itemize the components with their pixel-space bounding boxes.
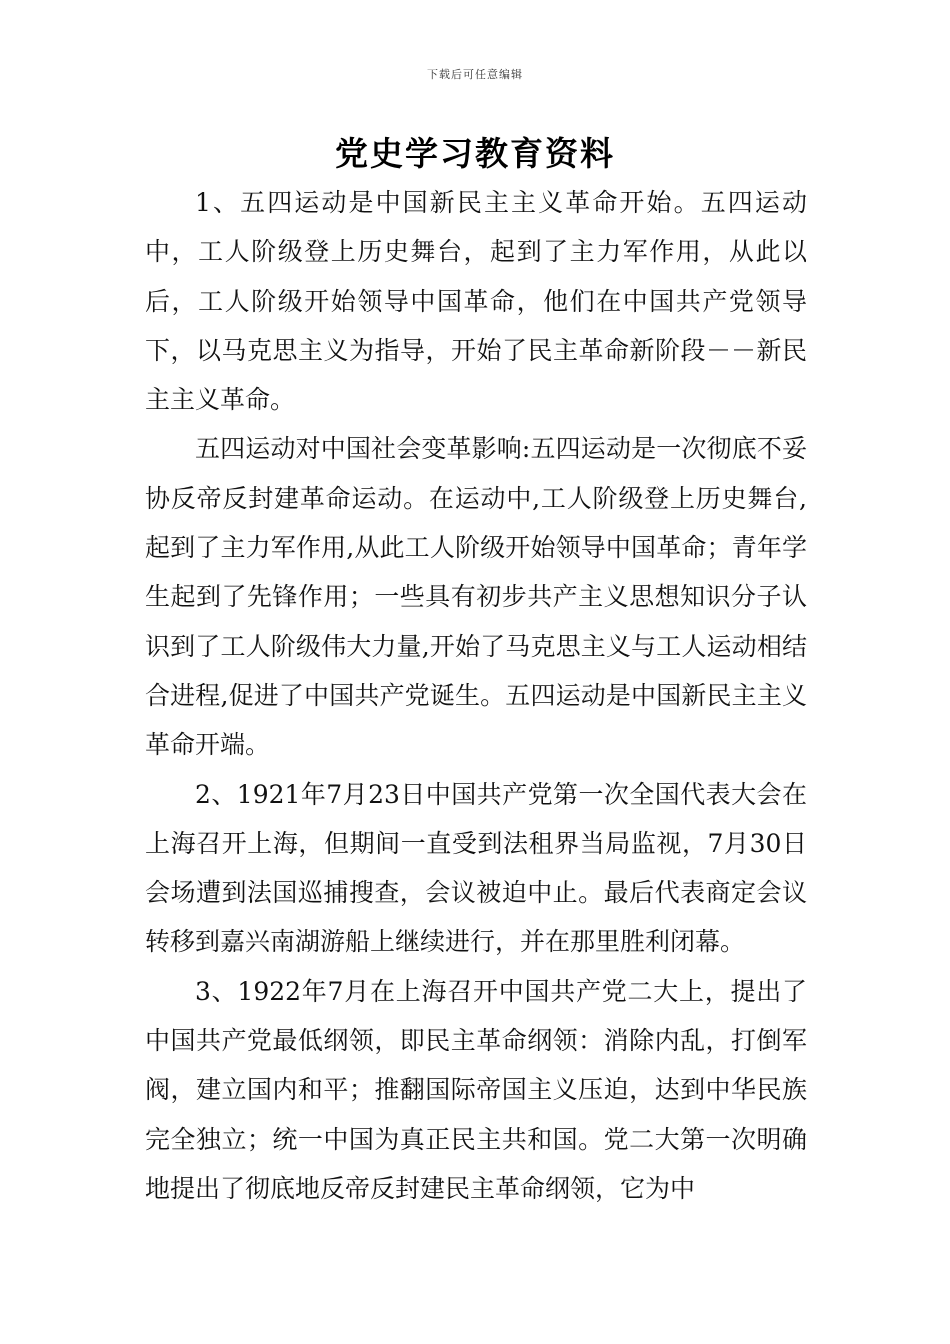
paragraph-first-congress: 2、1921年7月23日中国共产党第一次全国代表大会在上海召开上海，但期间一直受到法租界当局监视，7月30日会场遭到法国巡捕搜查，会议被迫中止。最后代表商定会议转移到嘉兴南湖游船上继续进行，并在那里胜利闭幕。: [145, 779, 807, 957]
paragraph-second-congress: 3、1922年7月在上海召开中国共产党二大上，提出了中国共产党最低纲领，即民主革命纲领：消除内乱，打倒军阀，建立国内和平；推翻国际帝国主义压迫，达到中华民族完全独立；统一中国为真正民主共和国。党二大第一次明确地提出了彻底地反帝反封建民主革命纲领，它为中: [145, 976, 807, 1203]
document-body: [145, 178, 807, 1213]
paragraph-may-fourth-influence: 五四运动对中国社会变革影响:五四运动是一次彻底不妥协反帝反封建革命运动。在运动中,工人阶级登上历史舞台,起到了主力军作用,从此工人阶级开始领导中国革命；青年学生起到了先锋作用；一些具有初步共产主义思想知识分子认识到了工人阶级伟大力量,开始了马克思主义与工人运动相结合进程,促进了中国共产党诞生。五四运动是中国新民主主义革命开端。: [145, 434, 807, 760]
document-title: 党史学习教育资料: [335, 134, 615, 173]
paragraph-may-fourth-movement: 1、五四运动是中国新民主主义革命开始。五四运动中，工人阶级登上历史舞台，起到了主力军作用，从此以后，工人阶级开始领导中国革命，他们在中国共产党领导下，以马克思主义为指导，开始了民主革命新阶段－－新民主主义革命。: [145, 188, 807, 415]
page-header-note: 下载后可任意编辑: [427, 68, 523, 81]
